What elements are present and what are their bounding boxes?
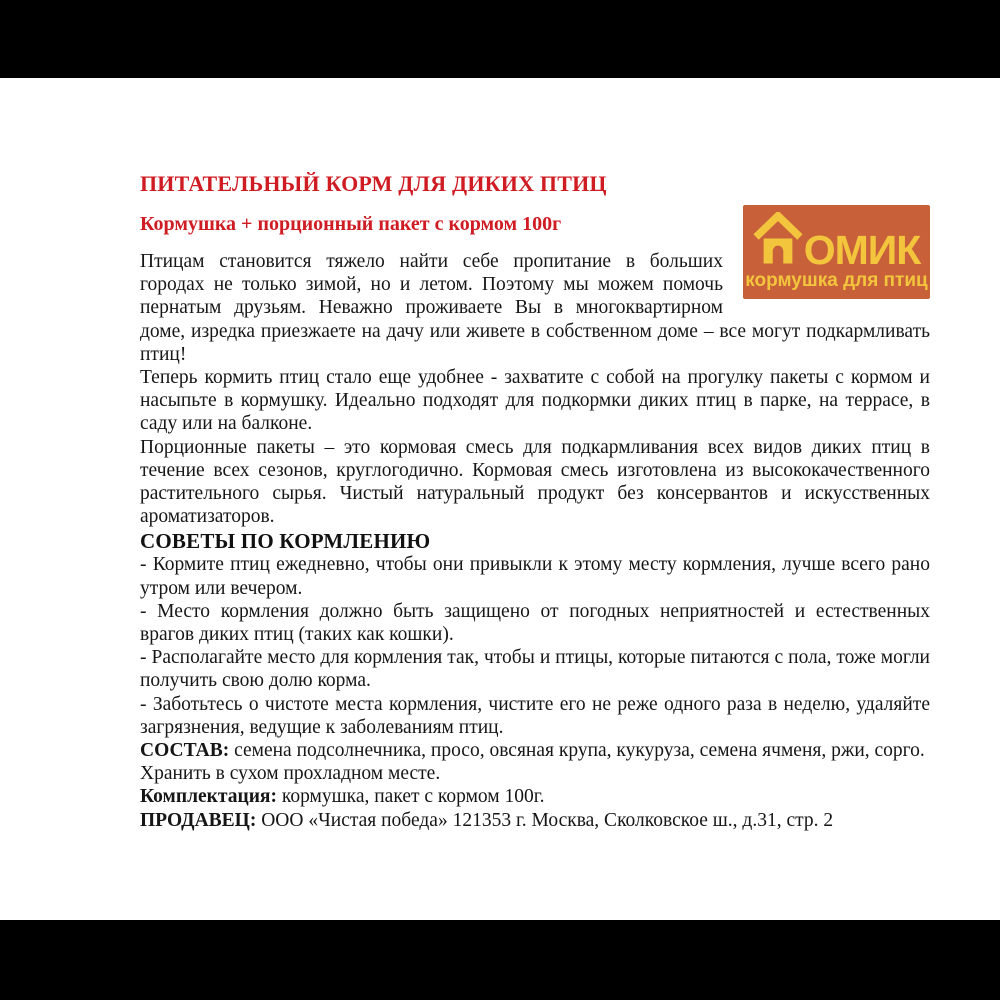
tip-item: - Заботьтесь о чистоте места кормления, чистите его не реже одного раза в неделю, удаляйте загрязнения, ведущие к заболеваниям птиц. xyxy=(140,693,930,738)
package-label: Комплектация: xyxy=(140,786,277,808)
house-icon xyxy=(753,212,803,268)
brand-logo xyxy=(743,205,930,299)
tip-item: - Располагайте место для кормления так, чтобы и птицы, которые питаются с пола, тоже могли получить свою долю корма. xyxy=(140,647,930,692)
seller-label: ПРОДАВЕЦ: xyxy=(140,809,257,831)
tips-heading: СОВЕТЫ ПО КОРМЛЕНИЮ xyxy=(140,529,431,554)
document-content xyxy=(140,78,930,832)
page-title: ПИТАТЕЛЬНЫЙ КОРМ ДЛЯ ДИКИХ ПТИЦ xyxy=(140,171,607,196)
package-line xyxy=(140,785,930,808)
tip-item: - Место кормления должно быть защищено от погодных неприятностей и естественных врагов диких птиц (таких как кошки). xyxy=(140,600,930,646)
storage-text: Хранить в сухом прохладном месте. xyxy=(140,763,441,785)
letterbox-bar-top xyxy=(0,0,1000,78)
composition-line xyxy=(140,739,930,762)
tip-item: - Кормите птиц ежедневно, чтобы они привыкли к этому месту кормления, лучше всего рано утром или вечером. xyxy=(140,554,930,599)
body-text xyxy=(140,250,930,832)
logo-wordmark xyxy=(753,212,921,273)
paragraph: Птицам становится тяжело найти себе пропитание в больших городах не только зимой, но и летом. Поэтому мы можем помочь пернатым друзьям. Неважно проживаете Вы в многоквартирном доме, изредка приезжаете на дачу или живете в собственном доме – все могут подкармливать птиц! xyxy=(140,251,930,365)
letterbox-bar-bottom xyxy=(0,920,1000,1000)
composition-text: семена подсолнечника, просо, овсяная крупа, кукуруза, семена ячменя, ржи, сорго. xyxy=(229,740,925,762)
logo-word: ОМИК xyxy=(803,227,921,273)
package-text: кормушка, пакет с кормом 100г. xyxy=(276,786,545,808)
seller-line xyxy=(140,809,930,832)
logo-tagline: кормушка для птиц xyxy=(745,270,928,291)
storage-line xyxy=(140,762,930,785)
paragraph: Порционные пакеты – это кормовая смесь для подкармливания всех видов диких птиц в течение всех сезонов, круглогодично. Кормовая смесь изготовлена из высококачественного растительного сырья. Чистый натуральный продукт без консервантов и искусственных ароматизаторов. xyxy=(140,436,930,528)
seller-text: ООО «Чистая победа» 121353 г. Москва, Сколковское ш., д.31, стр. 2 xyxy=(256,809,834,831)
paragraph: Теперь кормить птиц стало еще удобнее - захватите с собой на прогулку пакеты с кормом и насыпьте в кормушку. Идеально подходят для подкормки диких птиц в парке, на террасе, в саду или на балконе. xyxy=(140,367,930,435)
composition-label: СОСТАВ: xyxy=(140,740,230,762)
page-subtitle: Кормушка + порционный пакет с кормом 100г xyxy=(140,213,562,235)
